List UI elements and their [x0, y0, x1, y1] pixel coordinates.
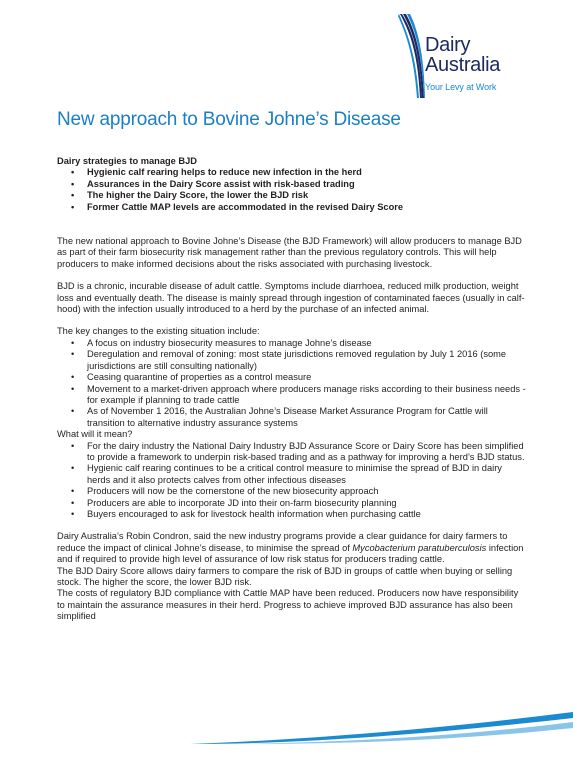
meaning-list [57, 441, 527, 521]
list-item: • For the dairy industry the National Dairy Industry BJD Assurance Score or Dairy Score has been simplified to provide a framework to underpin risk-based trading and as a pathway for improving a herd’s BJD status. [71, 440, 525, 462]
logo-word-australia: Australia [425, 54, 501, 76]
list-item: • Assurances in the Dairy Score assist with risk-based trading [71, 178, 355, 189]
list-item: • Movement to a market-driven approach where producers manage risks according to their business needs - for example if planning to trade cattle [71, 383, 526, 405]
condron-paragraph: Dairy Australia’s Robin Condron, said the new industry programs provide a clear guidance for dairy farmers to reduce the impact of clinical Johne’s disease, to minimise the spread of Mycobacterium paratuberculosis infection and if required to provide high level of assurance of low risk status for producers trading cattle. [57, 531, 524, 565]
document-body [57, 156, 527, 623]
dairy-australia-logo [398, 14, 528, 98]
list-item: • Producers will now be the cornerstone of the new biosecurity approach [71, 486, 379, 497]
list-item: • Former Cattle MAP levels are accommodated in the revised Dairy Score [71, 201, 404, 212]
costs-paragraph: The costs of regulatory BJD compliance with Cattle MAP have been reduced. Producers now have responsibility to maintain the assurance measures in their herd. Progress to achieve improved BJD assurance has also been simplified [57, 588, 519, 622]
list-item: • Deregulation and removal of zoning: most state jurisdictions removed regulation by July 1 2016 (some jurisdictions are still consulting nationally) [71, 349, 507, 371]
footer-swoosh-icon [0, 700, 573, 764]
meaning-heading: What will it mean? [57, 429, 133, 440]
list-item: • Hygienic calf rearing helps to reduce new infection in the herd [71, 167, 362, 178]
list-item: • A focus on industry biosecurity measures to manage Johne’s disease [71, 337, 372, 348]
strategies-list [57, 167, 527, 213]
logo-word-dairy: Dairy [425, 34, 471, 56]
list-item: • Buyers encouraged to ask for livestock health information when purchasing cattle [71, 508, 421, 519]
logo-stripes-icon [398, 14, 426, 98]
logo-tagline: Your Levy at Work [425, 82, 497, 92]
page-title: New approach to Bovine Johne’s Disease [57, 109, 401, 130]
list-item: • Producers are able to incorporate JD into their on-farm biosecurity planning [71, 497, 397, 508]
changes-list [57, 338, 527, 429]
list-item: • Hygienic calf rearing continues to be a critical control measure to minimise the spread of BJD in dairy herds and it also protects calves from other infectious diseases [71, 463, 502, 485]
intro-paragraph: The new national approach to Bovine Johne’s Disease (the BJD Framework) will allow producers to manage BJD as part of their farm biosecurity risk management rather than the previous regulatory controls. This will help producers to make informed decisions about the risks associated with purchasing livestock. [57, 236, 522, 269]
disease-paragraph: BJD is a chronic, incurable disease of adult cattle. Symptoms include diarrhoea, reduced milk production, weight loss and eventually death. The disease is mainly spread through ingestion of contaminated faeces (usually in calf-hood) with the infection usually introduced to a herd by the purchase of an infected animal. [57, 281, 525, 315]
list-item: • As of November 1 2016, the Australian Johne’s Disease Market Assurance Program for Cattle will transition to alternative industry assurance systems [71, 406, 488, 428]
dairy-score-paragraph: The BJD Dairy Score allows dairy farmers to compare the risk of BJD in groups of cattle when buying or selling stock. The higher the score, the lower BJD risk. [57, 565, 513, 587]
list-item: • Ceasing quarantine of properties as a control measure [71, 372, 312, 383]
strategies-heading: Dairy strategies to manage BJD [57, 156, 198, 166]
changes-heading: The key changes to the existing situation include: [57, 326, 260, 337]
pathogen-name: Mycobacterium paratuberculosis [352, 542, 487, 553]
list-item: • The higher the Dairy Score, the lower the BJD risk [71, 190, 309, 201]
